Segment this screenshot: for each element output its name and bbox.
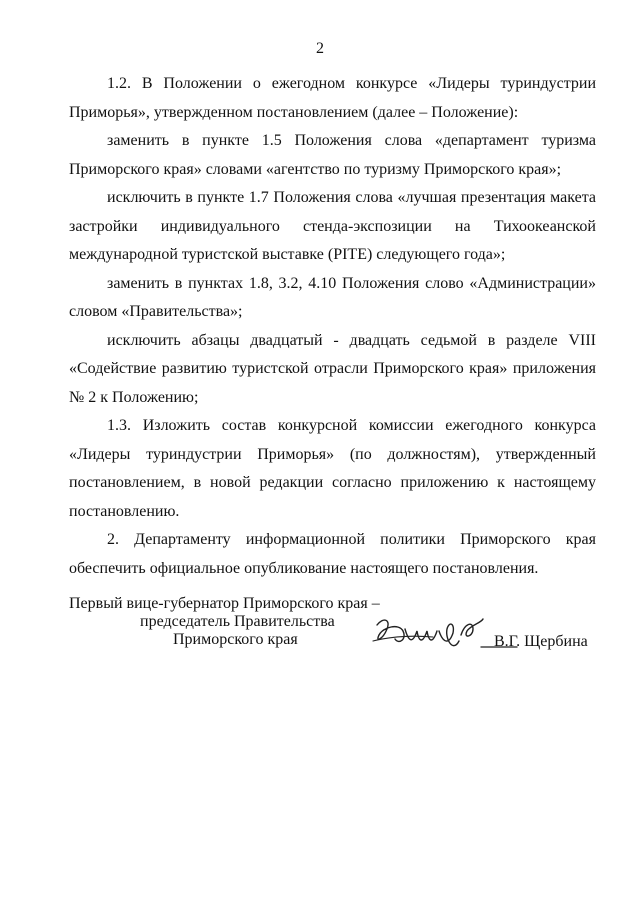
document-body [69,70,596,583]
paragraph: исключить в пункте 1.7 Положения слова «лучшая презентация макета застройки индивидуального стенда-экспозиции на Тихоокеанской международной туристской выставке (PITE) следующего года»; [69,189,596,263]
paragraph: 1.2. В Положении о ежегодном конкурсе «Лидеры туриндустрии Приморья», утвержденном постановлением (далее – Положение): [69,75,596,121]
paragraph: 1.3. Изложить состав конкурсной комиссии ежегодного конкурса «Лидеры туриндустрии Приморья» (по должностям), утвержденный постановлением, в новой редакции согласно приложению к настоящему постановлению. [69,417,596,520]
signer-title-line-2: председатель Правительства [140,613,335,630]
paragraph: исключить абзацы двадцатый - двадцать седьмой в разделе VIII «Содействие развитию туристской отрасли Приморского края» приложения № 2 к Положению; [69,331,596,406]
signer-name: В.Г. Щербина [494,633,588,650]
signature-block [69,595,609,665]
page-number: 2 [316,40,324,57]
paragraph: 2. Департаменту информационной политики Приморского края обеспечить официальное опубликование настоящего постановления. [69,531,596,577]
signer-title-line-1: Первый вице-губернатор Приморского края – [69,595,380,612]
signer-title-line-3: Приморского края [173,631,298,648]
paragraph: заменить в пункте 1.5 Положения слова «департамент туризма Приморского края» словами «агентство по туризму Приморского края»; [69,132,596,178]
paragraph: заменить в пунктах 1.8, 3.2, 4.10 Положения слово «Администрации» словом «Правительства»; [69,274,596,320]
